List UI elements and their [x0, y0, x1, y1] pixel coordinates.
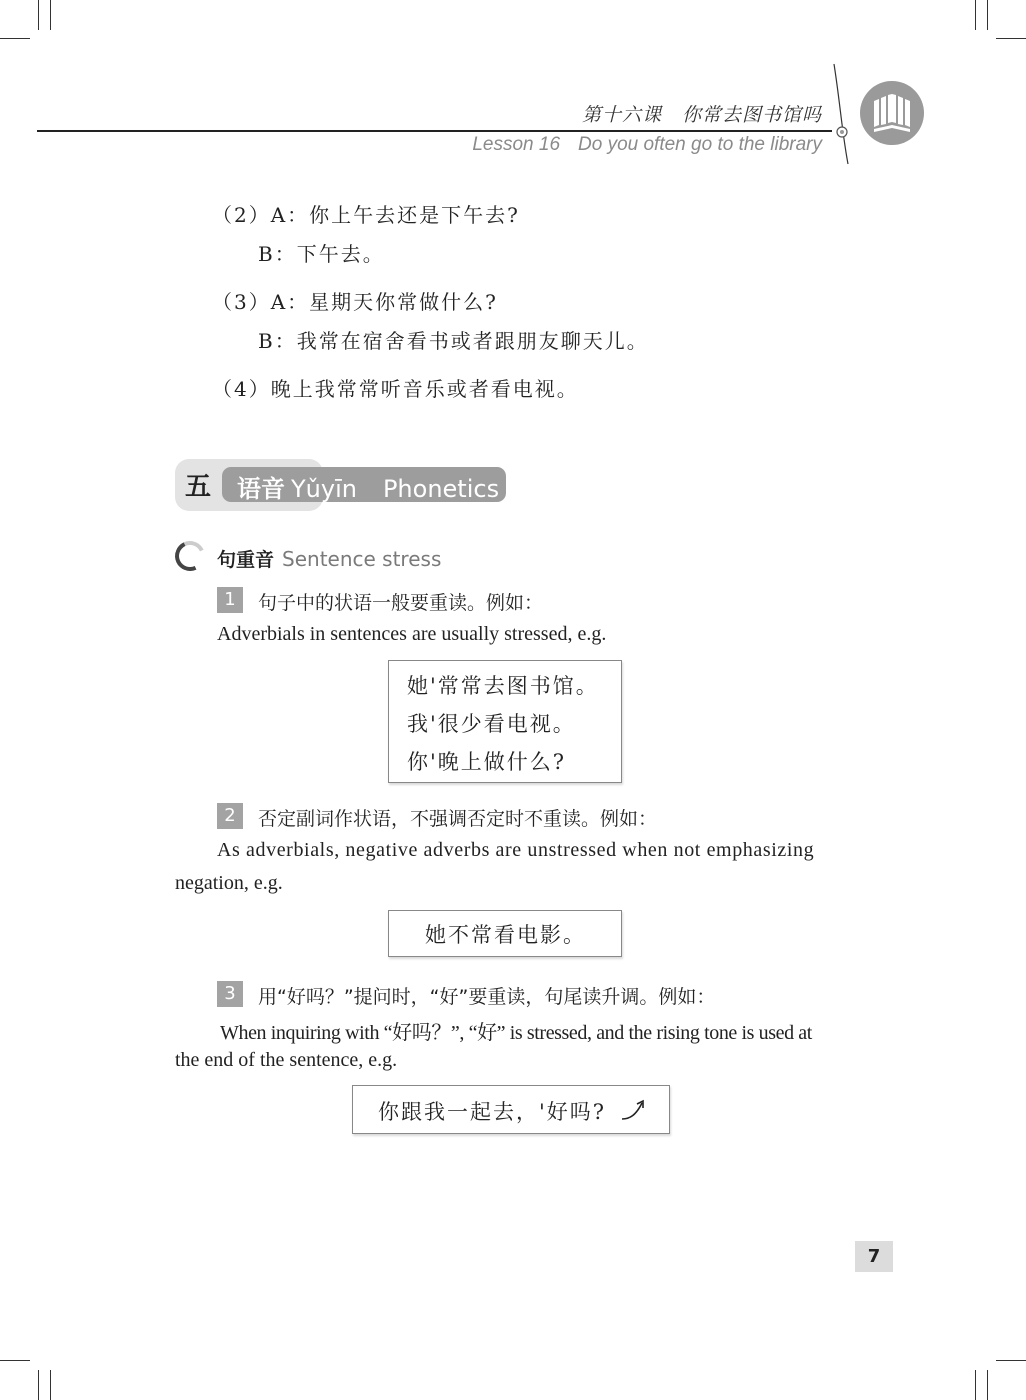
rule-cn: 用“好吗？”提问时，“好”要重读，句尾读升调。例如：	[258, 986, 716, 1008]
rule-number: 1	[217, 587, 243, 613]
rule-number: 2	[217, 803, 243, 829]
dialogue-line	[258, 238, 385, 267]
rule-en: As adverbials, negative adverbs are unstressed when not emphasizing	[217, 839, 815, 861]
header-divider-arc	[826, 62, 856, 167]
book-logo	[860, 81, 924, 145]
crop-mark	[0, 38, 30, 39]
dialogue-b: B：下午去。	[258, 242, 385, 266]
crop-mark	[50, 1370, 51, 1400]
header-lesson-title: Do you often go to the library	[578, 134, 822, 155]
crop-mark	[38, 1370, 39, 1400]
crop-mark	[996, 1360, 1026, 1361]
crop-mark	[975, 0, 976, 30]
example-sentence: 你跟我一起去，'好吗?	[378, 1100, 607, 1124]
rule-cn: 句子中的状语一般要重读。例如：	[258, 592, 544, 614]
section-title-pinyin: Yǔyīn	[291, 475, 357, 503]
example-sentence: 我'很少看电视。	[407, 712, 576, 736]
rule-number: 3	[217, 981, 243, 1007]
subheading-cn: 句重音	[217, 549, 275, 571]
subheading-en: Sentence stress	[282, 547, 442, 571]
rule-en: When inquiring with “好吗？”, “好” is stressed, and the rising tone is used at	[220, 1022, 812, 1044]
crop-mark	[987, 0, 988, 30]
rule-en: the end of the sentence, e.g.	[175, 1049, 398, 1071]
dialogue-number: （4）	[212, 377, 271, 401]
dialogue-number: （3）	[212, 290, 271, 314]
book-icon	[860, 81, 924, 145]
section-title	[237, 469, 499, 504]
dialogue-line	[212, 373, 579, 402]
header-lesson-label: Lesson 16	[472, 134, 561, 155]
header-lesson-en	[472, 134, 822, 156]
rising-tone-arrow-icon	[620, 1097, 648, 1123]
crop-mark	[50, 0, 51, 30]
header-rule	[37, 130, 832, 132]
dialogue-line	[258, 325, 649, 354]
rule-en: Adverbials in sentences are usually stressed, e.g.	[217, 623, 607, 645]
page-number: 7	[855, 1241, 893, 1272]
dialogue-number: （2）	[212, 203, 271, 227]
dialogue-b: B：我常在宿舍看书或者跟朋友聊天儿。	[258, 329, 649, 353]
section-number: 五	[185, 472, 212, 502]
crop-mark	[975, 1370, 976, 1400]
section-title-en: Phonetics	[382, 475, 500, 503]
header-lesson-cn: 第十六课 你常去图书馆吗	[581, 104, 822, 126]
dialogue-a: A：你上午去还是下午去?	[270, 203, 520, 227]
example-sentence: 她'常常去图书馆。	[407, 674, 599, 698]
crop-mark	[38, 0, 39, 30]
section-title-cn: 语音	[237, 475, 285, 503]
crop-mark	[996, 38, 1026, 39]
rule-en: negation, e.g.	[175, 872, 283, 894]
dialogue-a: 晚上我常常听音乐或者看电视。	[270, 377, 579, 401]
subheading-ring-icon	[171, 537, 209, 575]
subheading	[217, 545, 441, 572]
example-sentence: 她不常看电影。	[425, 923, 586, 947]
example-sentence: 你'晚上做什么?	[407, 750, 567, 774]
dialogue-line	[212, 199, 520, 228]
dialogue-a: A：星期天你常做什么?	[270, 290, 498, 314]
crop-mark	[0, 1360, 30, 1361]
rule-cn: 否定副词作状语，不强调否定时不重读。例如：	[258, 808, 658, 830]
crop-mark	[987, 1370, 988, 1400]
dialogue-line	[212, 286, 498, 315]
